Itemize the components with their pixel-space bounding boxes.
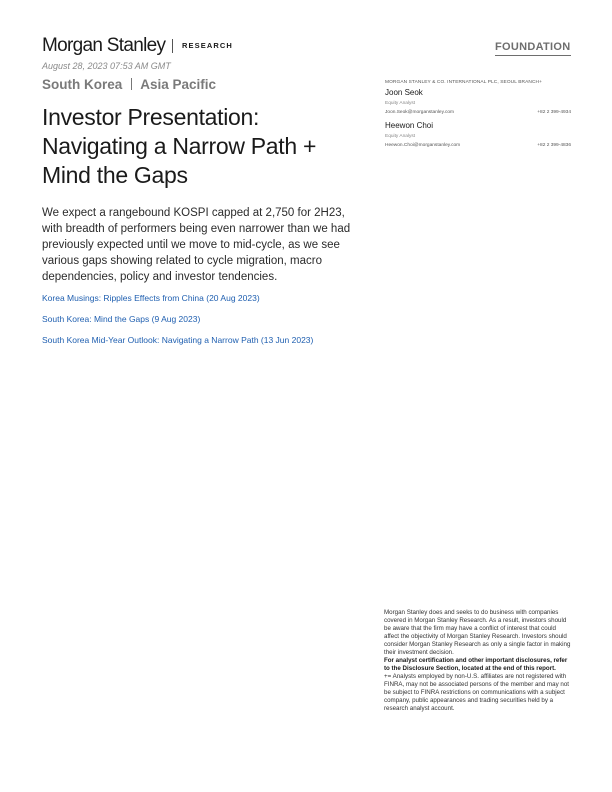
related-link-china-ripples[interactable]: Korea Musings: Ripples Effects from China (20 Aug 2023) <box>42 293 260 303</box>
report-summary: We expect a rangebound KOSPI capped at 2,750 for 2H23, with breadth of performers being even narrower than we had previously expected until we move to mid-cycle, as we see various gaps showing related to cycle migration, macro dependencies, policy and investor tendencies. <box>42 207 351 283</box>
analyst-phone: +82 2 399-4836 <box>537 143 571 148</box>
disclosure-intro: Morgan Stanley does and seeks to do business with companies covered in Morgan Stanley Research. As a result, investors should be aware that the firm may have a conflict of interest that could affect the objectivity of Morgan Stanley Research. Investors should consider Morgan Stanley Research as only a single factor in making their investment decision. <box>384 609 571 656</box>
country-label: South Korea <box>42 77 123 92</box>
disclosure-block <box>384 609 572 713</box>
analyst-name: Heewon Choi <box>385 121 434 130</box>
publish-date: August 28, 2023 07:53 AM GMT <box>42 61 171 71</box>
analyst-name: Joon Seok <box>385 88 423 97</box>
brand-logo: Morgan Stanley <box>42 35 166 56</box>
brand-divider <box>172 39 173 53</box>
report-title: Investor Presentation: Navigating a Narrow Path + Mind the Gaps <box>42 104 317 188</box>
analyst-phone: +82 2 399-4934 <box>537 110 571 115</box>
region-label: Asia Pacific <box>140 77 217 92</box>
analyst-email[interactable]: Joon.Seok@morganstanley.com <box>385 110 455 115</box>
related-link-mid-year-outlook[interactable]: South Korea Mid-Year Outlook: Navigating a Narrow Path (13 Jun 2023) <box>42 335 314 345</box>
disclosure-certification: For analyst certification and other important disclosures, refer to the Disclosure Section, located at the end of this report. <box>384 657 568 672</box>
analyst-role: Equity Analyst <box>385 101 416 106</box>
analyst-firm: MORGAN STANLEY & CO. INTERNATIONAL PLC, SEOUL BRANCH+ <box>385 80 543 85</box>
disclosure-note: += Analysts employed by non-U.S. affiliates are not registered with FINRA, may not be associated persons of the member and may not be subject to FINRA restrictions on communications with a subject company, public appearances and trading securities held by a research analyst account. <box>384 673 570 712</box>
series-label: FOUNDATION <box>495 40 571 56</box>
analyst-email[interactable]: Heewon.Choi@morganstanley.com <box>385 143 461 148</box>
geography-divider <box>131 78 132 90</box>
analyst-role: Equity Analyst <box>385 134 416 139</box>
division-label: RESEARCH <box>182 41 233 50</box>
geography <box>42 77 216 93</box>
related-link-mind-gaps[interactable]: South Korea: Mind the Gaps (9 Aug 2023) <box>42 314 201 324</box>
